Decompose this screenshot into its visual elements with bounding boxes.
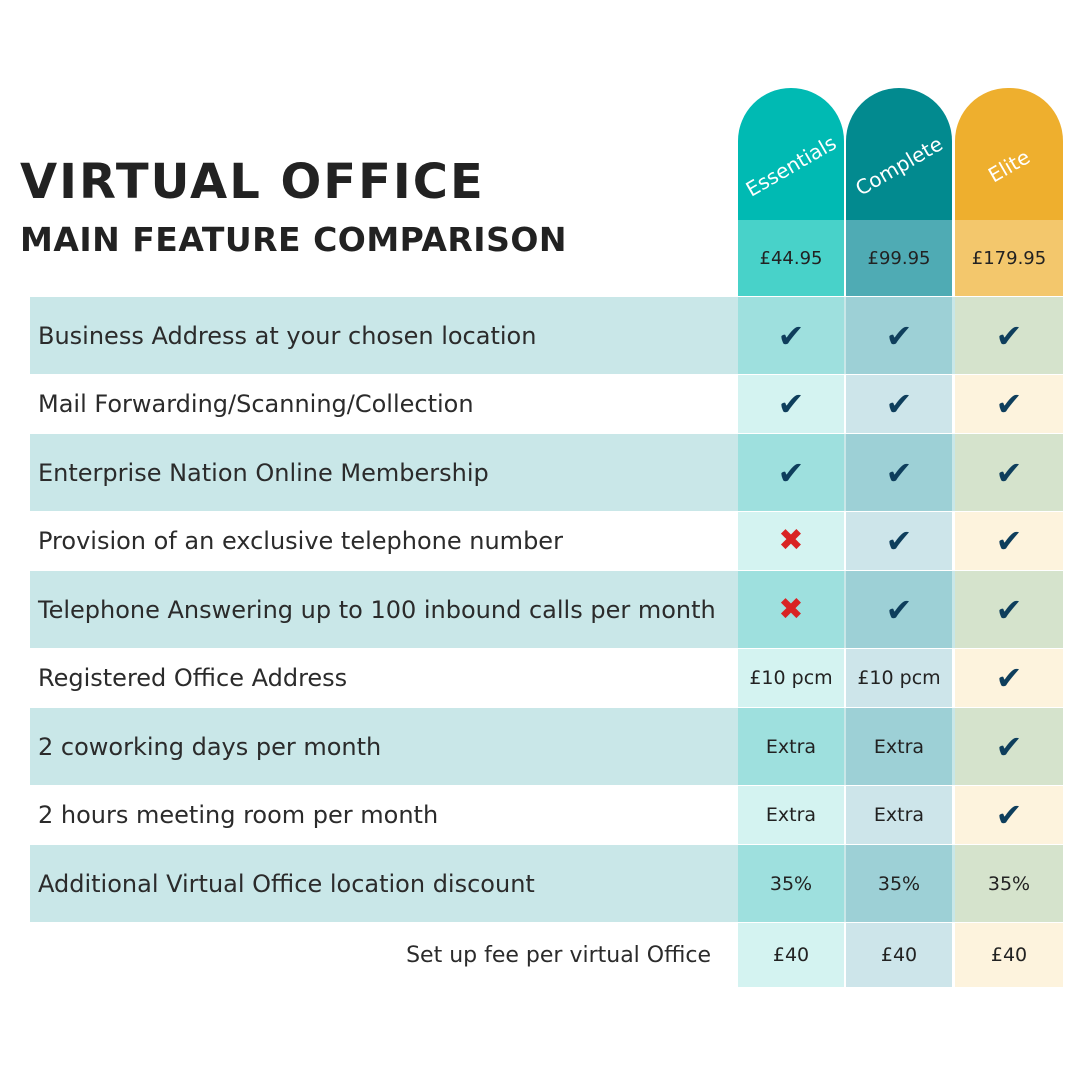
plan-price-complete: £99.95 <box>846 220 952 296</box>
feature-value: £10 pcm <box>749 667 833 689</box>
feature-label: 2 coworking days per month <box>38 732 382 761</box>
feature-row <box>30 297 1063 374</box>
setup-fee-value: £40 <box>772 944 810 966</box>
plan-header-elite <box>955 88 1063 220</box>
feature-cell-complete <box>846 434 952 511</box>
feature-value: Extra <box>765 804 817 826</box>
check-icon: ✔ <box>777 385 805 423</box>
check-icon: ✔ <box>777 316 805 355</box>
feature-cell-essentials <box>738 297 844 374</box>
feature-label: Business Address at your chosen location <box>38 321 537 350</box>
plan-header-complete <box>846 88 952 220</box>
plan-name: Complete <box>851 131 947 201</box>
page-subtitle: MAIN FEATURE COMPARISON <box>20 220 568 259</box>
check-icon: ✔ <box>885 385 913 423</box>
check-icon: ✔ <box>995 590 1023 629</box>
feature-row <box>30 375 1063 433</box>
feature-cell-essentials <box>738 708 844 785</box>
plan-price-elite: £179.95 <box>955 220 1063 296</box>
feature-cell-essentials <box>738 786 844 844</box>
feature-cell-elite <box>955 375 1063 433</box>
check-icon: ✔ <box>995 316 1023 355</box>
check-icon: ✔ <box>995 385 1023 423</box>
check-icon: ✔ <box>885 590 913 629</box>
feature-value: 35% <box>877 872 921 895</box>
feature-row <box>30 845 1063 922</box>
feature-label: Telephone Answering up to 100 inbound calls per month <box>38 595 716 624</box>
setup-fee-value: £40 <box>880 944 918 966</box>
feature-value: Extra <box>873 804 925 826</box>
setup-fee-cell-complete <box>846 923 952 987</box>
check-icon: ✔ <box>885 316 913 355</box>
feature-row <box>30 434 1063 511</box>
plan-name: Essentials <box>741 130 841 202</box>
feature-cell-complete <box>846 297 952 374</box>
feature-cell-essentials <box>738 375 844 433</box>
feature-cell-essentials <box>738 845 844 922</box>
feature-cell-complete <box>846 571 952 648</box>
feature-cell-essentials <box>738 571 844 648</box>
check-icon: ✔ <box>995 727 1023 766</box>
feature-cell-elite <box>955 708 1063 785</box>
feature-cell-complete <box>846 786 952 844</box>
feature-label: Mail Forwarding/Scanning/Collection <box>38 390 474 418</box>
feature-cell-elite <box>955 434 1063 511</box>
cross-icon: ✖ <box>778 591 804 627</box>
feature-value: 35% <box>769 872 813 895</box>
feature-cell-elite <box>955 786 1063 844</box>
check-icon: ✔ <box>885 522 913 560</box>
feature-value: £10 pcm <box>857 667 941 689</box>
feature-cell-elite <box>955 297 1063 374</box>
feature-cell-essentials <box>738 434 844 511</box>
feature-label: Additional Virtual Office location discount <box>38 869 535 898</box>
feature-row <box>30 649 1063 707</box>
setup-fee-cell-elite <box>955 923 1063 987</box>
cross-icon: ✖ <box>778 523 804 558</box>
feature-cell-complete <box>846 512 952 570</box>
feature-row <box>30 708 1063 785</box>
feature-row <box>30 571 1063 648</box>
check-icon: ✔ <box>777 453 805 492</box>
check-icon: ✔ <box>995 522 1023 560</box>
feature-value: Extra <box>873 735 925 758</box>
feature-cell-complete <box>846 845 952 922</box>
feature-value: Extra <box>765 735 817 758</box>
page-title: VIRTUAL OFFICE <box>20 154 485 210</box>
feature-cell-elite <box>955 512 1063 570</box>
setup-fee-value: £40 <box>990 944 1028 966</box>
feature-label: Provision of an exclusive telephone number <box>38 527 563 555</box>
feature-cell-essentials <box>738 649 844 707</box>
setup-fee-row <box>30 923 1063 987</box>
setup-fee-cell-essentials <box>738 923 844 987</box>
feature-cell-complete <box>846 375 952 433</box>
setup-fee-label: Set up fee per virtual Office <box>406 942 711 968</box>
feature-cell-complete <box>846 708 952 785</box>
plan-name: Elite <box>983 144 1035 188</box>
feature-cell-elite <box>955 845 1063 922</box>
check-icon: ✔ <box>995 453 1023 492</box>
feature-row <box>30 512 1063 570</box>
plan-header-essentials <box>738 88 844 220</box>
feature-label: 2 hours meeting room per month <box>38 801 439 829</box>
feature-cell-elite <box>955 649 1063 707</box>
check-icon: ✔ <box>995 659 1023 697</box>
check-icon: ✔ <box>995 796 1023 834</box>
check-icon: ✔ <box>885 453 913 492</box>
plan-price-essentials: £44.95 <box>738 220 844 296</box>
feature-label: Enterprise Nation Online Membership <box>38 458 489 487</box>
feature-cell-complete <box>846 649 952 707</box>
feature-value: 35% <box>987 872 1031 895</box>
feature-row <box>30 786 1063 844</box>
feature-cell-elite <box>955 571 1063 648</box>
feature-cell-essentials <box>738 512 844 570</box>
feature-label: Registered Office Address <box>38 664 348 692</box>
